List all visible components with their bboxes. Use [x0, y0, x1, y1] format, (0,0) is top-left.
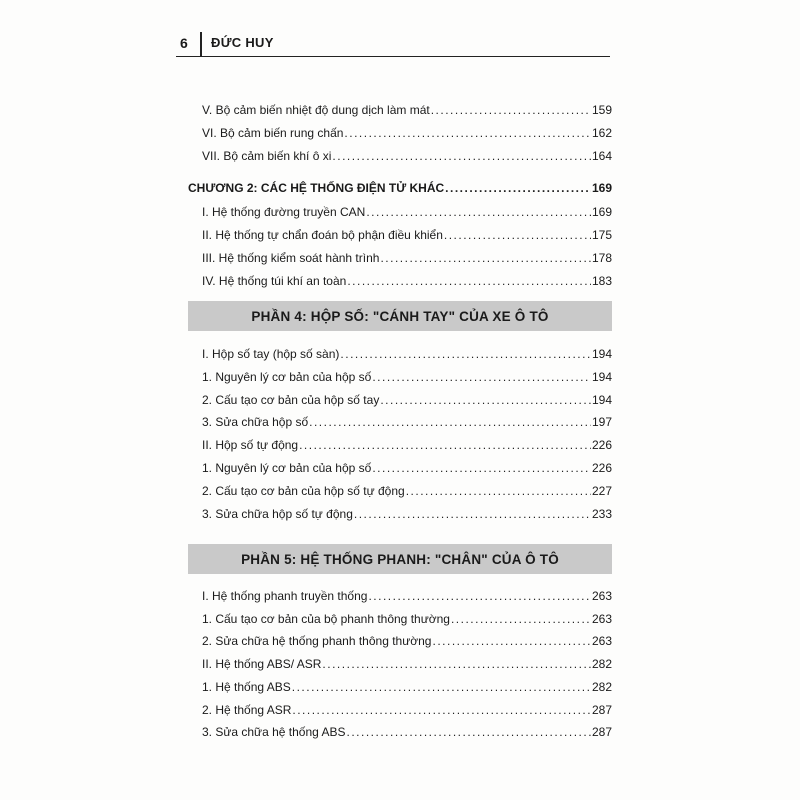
dot-leader — [299, 436, 591, 454]
toc-entry[interactable] — [202, 436, 612, 454]
dot-leader — [431, 101, 591, 119]
chapter-heading[interactable] — [188, 179, 612, 197]
dot-leader — [366, 203, 591, 221]
toc-entry-label: I. Hệ thống đường truyền CAN — [202, 205, 366, 219]
toc-entry-page: 282 — [591, 680, 612, 694]
toc-entry-page: 287 — [591, 703, 612, 717]
toc-entry-label: 1. Hệ thống ABS — [202, 680, 291, 694]
toc-entry-page: 263 — [591, 589, 612, 603]
toc-entry-page: 194 — [591, 347, 612, 361]
dot-leader — [292, 701, 591, 719]
dot-leader — [332, 147, 591, 165]
toc-entry[interactable] — [202, 723, 612, 741]
toc-entry-label: 2. Sửa chữa hệ thống phanh thông thường — [202, 634, 432, 648]
toc-entry[interactable] — [202, 249, 612, 267]
dot-leader — [372, 368, 591, 386]
toc-entry-page: 194 — [591, 393, 612, 407]
toc-entry[interactable] — [202, 226, 612, 244]
header-divider — [200, 32, 202, 56]
toc-entry[interactable] — [202, 610, 612, 628]
toc-entry[interactable] — [202, 368, 612, 386]
dot-leader — [380, 391, 591, 409]
toc-entry-label: 1. Nguyên lý cơ bản của hộp số — [202, 370, 372, 384]
toc-entry[interactable] — [202, 701, 612, 719]
dot-leader — [445, 179, 591, 197]
toc-entry-page: 263 — [591, 634, 612, 648]
toc-entry-label: I. Hệ thống phanh truyền thống — [202, 589, 368, 603]
toc-entry-label: 2. Cấu tạo cơ bản của hộp số tự động — [202, 484, 405, 498]
part-4-banner[interactable] — [188, 301, 612, 331]
dot-leader — [292, 678, 591, 696]
toc-entry-label: 3. Sửa chữa hệ thống ABS — [202, 725, 346, 739]
toc-entry-label: IV. Hệ thống túi khí an toàn — [202, 274, 347, 288]
part-5-banner[interactable] — [188, 544, 612, 574]
toc-entry[interactable] — [202, 482, 612, 500]
toc-entry[interactable] — [202, 391, 612, 409]
toc-entry[interactable] — [202, 587, 612, 605]
toc-entry-label: 3. Sửa chữa hộp số — [202, 415, 309, 429]
toc-entry-page: 233 — [591, 507, 612, 521]
dot-leader — [444, 226, 591, 244]
toc-entry-page: 226 — [591, 461, 612, 475]
dot-leader — [368, 587, 591, 605]
toc-entry[interactable] — [202, 655, 612, 673]
toc-entry-page: 227 — [591, 484, 612, 498]
toc-entry-page: 178 — [591, 251, 612, 265]
toc-entry-page: 226 — [591, 438, 612, 452]
page-header — [176, 32, 610, 57]
dot-leader — [347, 272, 591, 290]
dot-leader — [340, 345, 591, 363]
toc-entry[interactable] — [202, 147, 612, 165]
toc-entry-label: V. Bộ cảm biến nhiệt độ dung dịch làm mát — [202, 103, 430, 117]
dot-leader — [372, 459, 591, 477]
toc-entry-label: 3. Sửa chữa hộp số tự động — [202, 507, 353, 521]
toc-entry-label: 2. Hệ thống ASR — [202, 703, 292, 717]
toc-entry-label: II. Hệ thống ABS/ ASR — [202, 657, 322, 671]
toc-entry-label: II. Hộp số tự động — [202, 438, 299, 452]
toc-entry-label: 1. Nguyên lý cơ bản của hộp số — [202, 461, 372, 475]
toc-entry-label: 2. Cấu tạo cơ bản của hộp số tay — [202, 393, 380, 407]
toc-entry[interactable] — [202, 459, 612, 477]
dot-leader — [344, 124, 591, 142]
toc-entry-page: 159 — [591, 103, 612, 117]
toc-entry-page: 194 — [591, 370, 612, 384]
toc-entry-page: 287 — [591, 725, 612, 739]
toc-entry-page: 164 — [591, 149, 612, 163]
toc-entry-page: 175 — [591, 228, 612, 242]
dot-leader — [451, 610, 591, 628]
toc-entry-label: II. Hệ thống tự chẩn đoán bộ phận điều khiển — [202, 228, 443, 242]
toc-entry-page: 162 — [591, 126, 612, 140]
toc-entry-page: 183 — [591, 274, 612, 288]
toc-entry[interactable] — [202, 101, 612, 119]
toc-entry[interactable] — [202, 272, 612, 290]
toc-entry-page: 282 — [591, 657, 612, 671]
toc-entry-page: 263 — [591, 612, 612, 626]
part-5-title: PHẦN 5: HỆ THỐNG PHANH: "CHÂN" CỦA Ô TÔ — [241, 551, 559, 567]
toc-entry-label: 1. Cấu tạo cơ bản của bộ phanh thông thường — [202, 612, 450, 626]
dot-leader — [309, 413, 591, 431]
dot-leader — [354, 505, 591, 523]
toc-entry-page: 197 — [591, 415, 612, 429]
author-name: ĐỨC HUY — [211, 35, 274, 50]
dot-leader — [432, 632, 590, 650]
toc-entry[interactable] — [202, 632, 612, 650]
page-number: 6 — [180, 35, 188, 51]
toc-entry-label: VII. Bộ cảm biến khí ô xi — [202, 149, 332, 163]
toc-entry-label: I. Hộp số tay (hộp số sàn) — [202, 347, 340, 361]
dot-leader — [322, 655, 591, 673]
dot-leader — [406, 482, 591, 500]
toc-entry-label: III. Hệ thống kiểm soát hành trình — [202, 251, 380, 265]
toc-entry[interactable] — [202, 345, 612, 363]
chapter-page: 169 — [591, 181, 612, 195]
toc-entry[interactable] — [202, 678, 612, 696]
chapter-title: CHƯƠNG 2: CÁC HỆ THỐNG ĐIỆN TỬ KHÁC — [188, 181, 445, 195]
part-4-title: PHẦN 4: HỘP SỐ: "CÁNH TAY" CỦA XE Ô TÔ — [251, 308, 549, 324]
toc-entry-label: VI. Bộ cảm biến rung chấn — [202, 126, 344, 140]
dot-leader — [347, 723, 591, 741]
toc-entry[interactable] — [202, 413, 612, 431]
toc-entry[interactable] — [202, 124, 612, 142]
toc-entry[interactable] — [202, 203, 612, 221]
dot-leader — [380, 249, 591, 267]
toc-entry-page: 169 — [591, 205, 612, 219]
toc-entry[interactable] — [202, 505, 612, 523]
